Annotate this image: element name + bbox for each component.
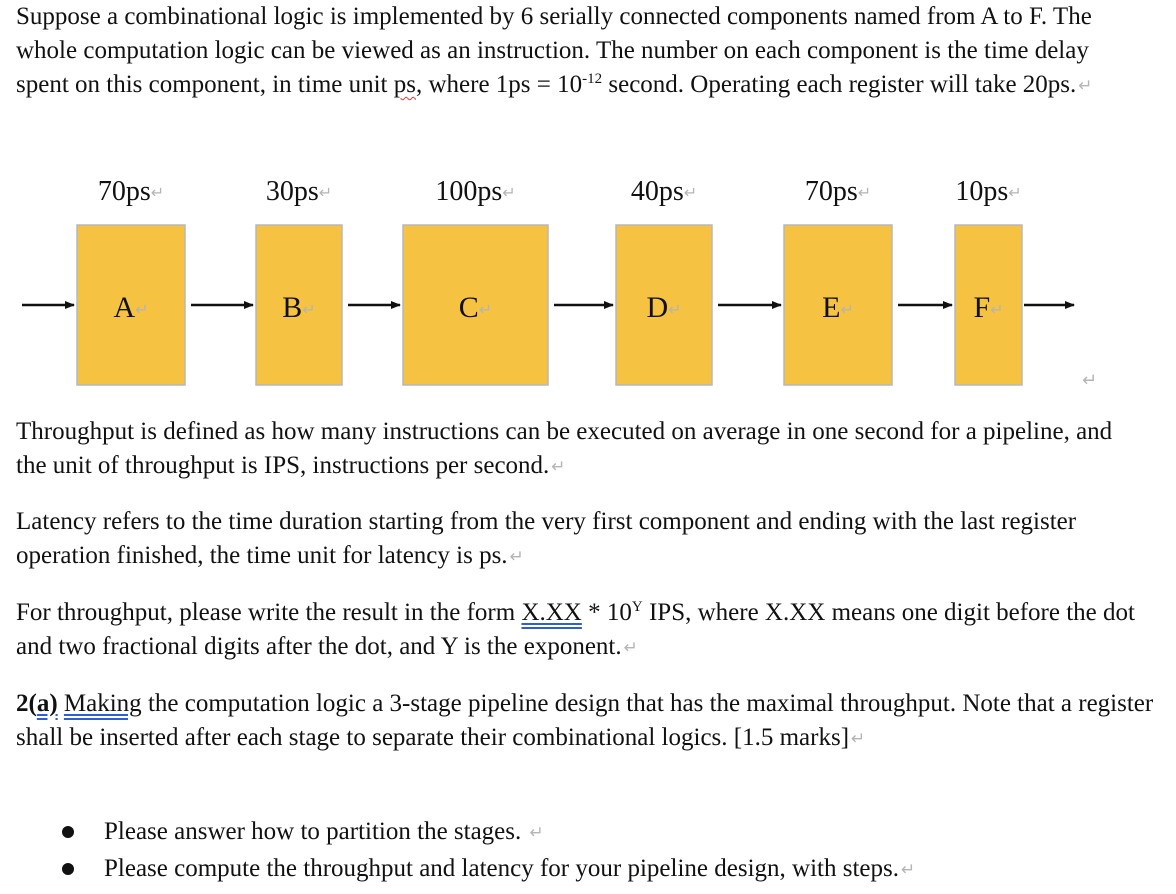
intro-exponent: -12	[582, 71, 603, 87]
format-text-3: IPS, where X.XX means one digit before the dot and two fractional digits after the dot, and Y is the exponent.	[16, 599, 1135, 660]
format-text-1: For throughput, please write the result in the form	[16, 599, 522, 626]
format-text-2: * 10	[581, 599, 632, 626]
format-paragraph	[16, 596, 1146, 665]
intro-text-1: Suppose a combinational logic is implemented by 6 serially connected components named from A to F. The whole computation logic can be viewed as an instruction. The number on each component is the time delay spent on this component, in time unit	[16, 3, 1092, 98]
question-2a	[16, 687, 1156, 756]
component-letter: D↵	[646, 291, 682, 324]
intro-text-3: second. Operating each register will take 20ps.	[602, 71, 1077, 98]
component-letter: B↵	[282, 291, 316, 324]
component-delay-label: 30ps↵	[265, 176, 333, 207]
return-mark-icon: ↵	[623, 638, 638, 658]
question-letter: a)	[36, 690, 58, 717]
component-delay-label: 100ps↵	[435, 176, 516, 207]
bullet-icon	[62, 863, 74, 875]
component-letter: A↵	[113, 291, 149, 324]
ps-spellcheck-word: ps	[393, 71, 416, 98]
component-delay-label: 70ps↵	[804, 176, 872, 207]
intro-paragraph	[16, 0, 1146, 103]
return-mark-icon: ↵	[900, 860, 916, 880]
component-delay-label: 70ps↵	[97, 176, 165, 207]
question-text: the computation logic a 3-stage pipeline design that has the maximal throughput. Note that a register shall be inserted after each stage to separate their combinational logics. [1.5 marks]	[16, 690, 1154, 751]
bullet-text: Please answer how to partition the stages.	[104, 818, 528, 845]
return-mark-icon: ↵	[1082, 370, 1098, 391]
return-mark-icon: ↵	[851, 729, 866, 749]
bullet-icon	[62, 826, 74, 838]
return-mark-icon: ↵	[551, 457, 566, 477]
question-making: Making	[63, 690, 142, 717]
component-delay-label: 10ps↵	[955, 176, 1022, 207]
intro-text-2: , where 1ps = 10	[415, 71, 583, 98]
latency-text: Latency refers to the time duration starting from the very first component and ending with the last register operation finished, the time unit for latency is ps.	[16, 508, 1077, 569]
list-item	[0, 851, 915, 888]
component-letter: E↵	[822, 291, 854, 324]
pipeline-diagram	[0, 160, 1176, 400]
return-mark-icon: ↵	[509, 547, 524, 567]
component-letter: F↵	[973, 291, 1004, 324]
throughput-definition	[16, 415, 1146, 484]
list-item	[0, 814, 915, 851]
format-xxx: X.XX	[521, 599, 582, 626]
component-delay-label: 40ps↵	[630, 176, 698, 207]
question-number: 2(	[16, 690, 37, 717]
bullet-list	[0, 814, 915, 888]
format-exponent: Y	[631, 599, 643, 615]
bullet-text: Please compute the throughput and latency for your pipeline design, with steps.	[104, 855, 899, 882]
component-letter: C↵	[458, 291, 493, 324]
return-mark-icon: ↵	[1078, 76, 1093, 96]
latency-definition	[16, 505, 1146, 574]
throughput-text: Throughput is defined as how many instructions can be executed on average in one second for a pipeline, and the unit of throughput is IPS, instructions per second.	[16, 418, 1113, 479]
return-mark-icon: ↵	[529, 823, 544, 843]
